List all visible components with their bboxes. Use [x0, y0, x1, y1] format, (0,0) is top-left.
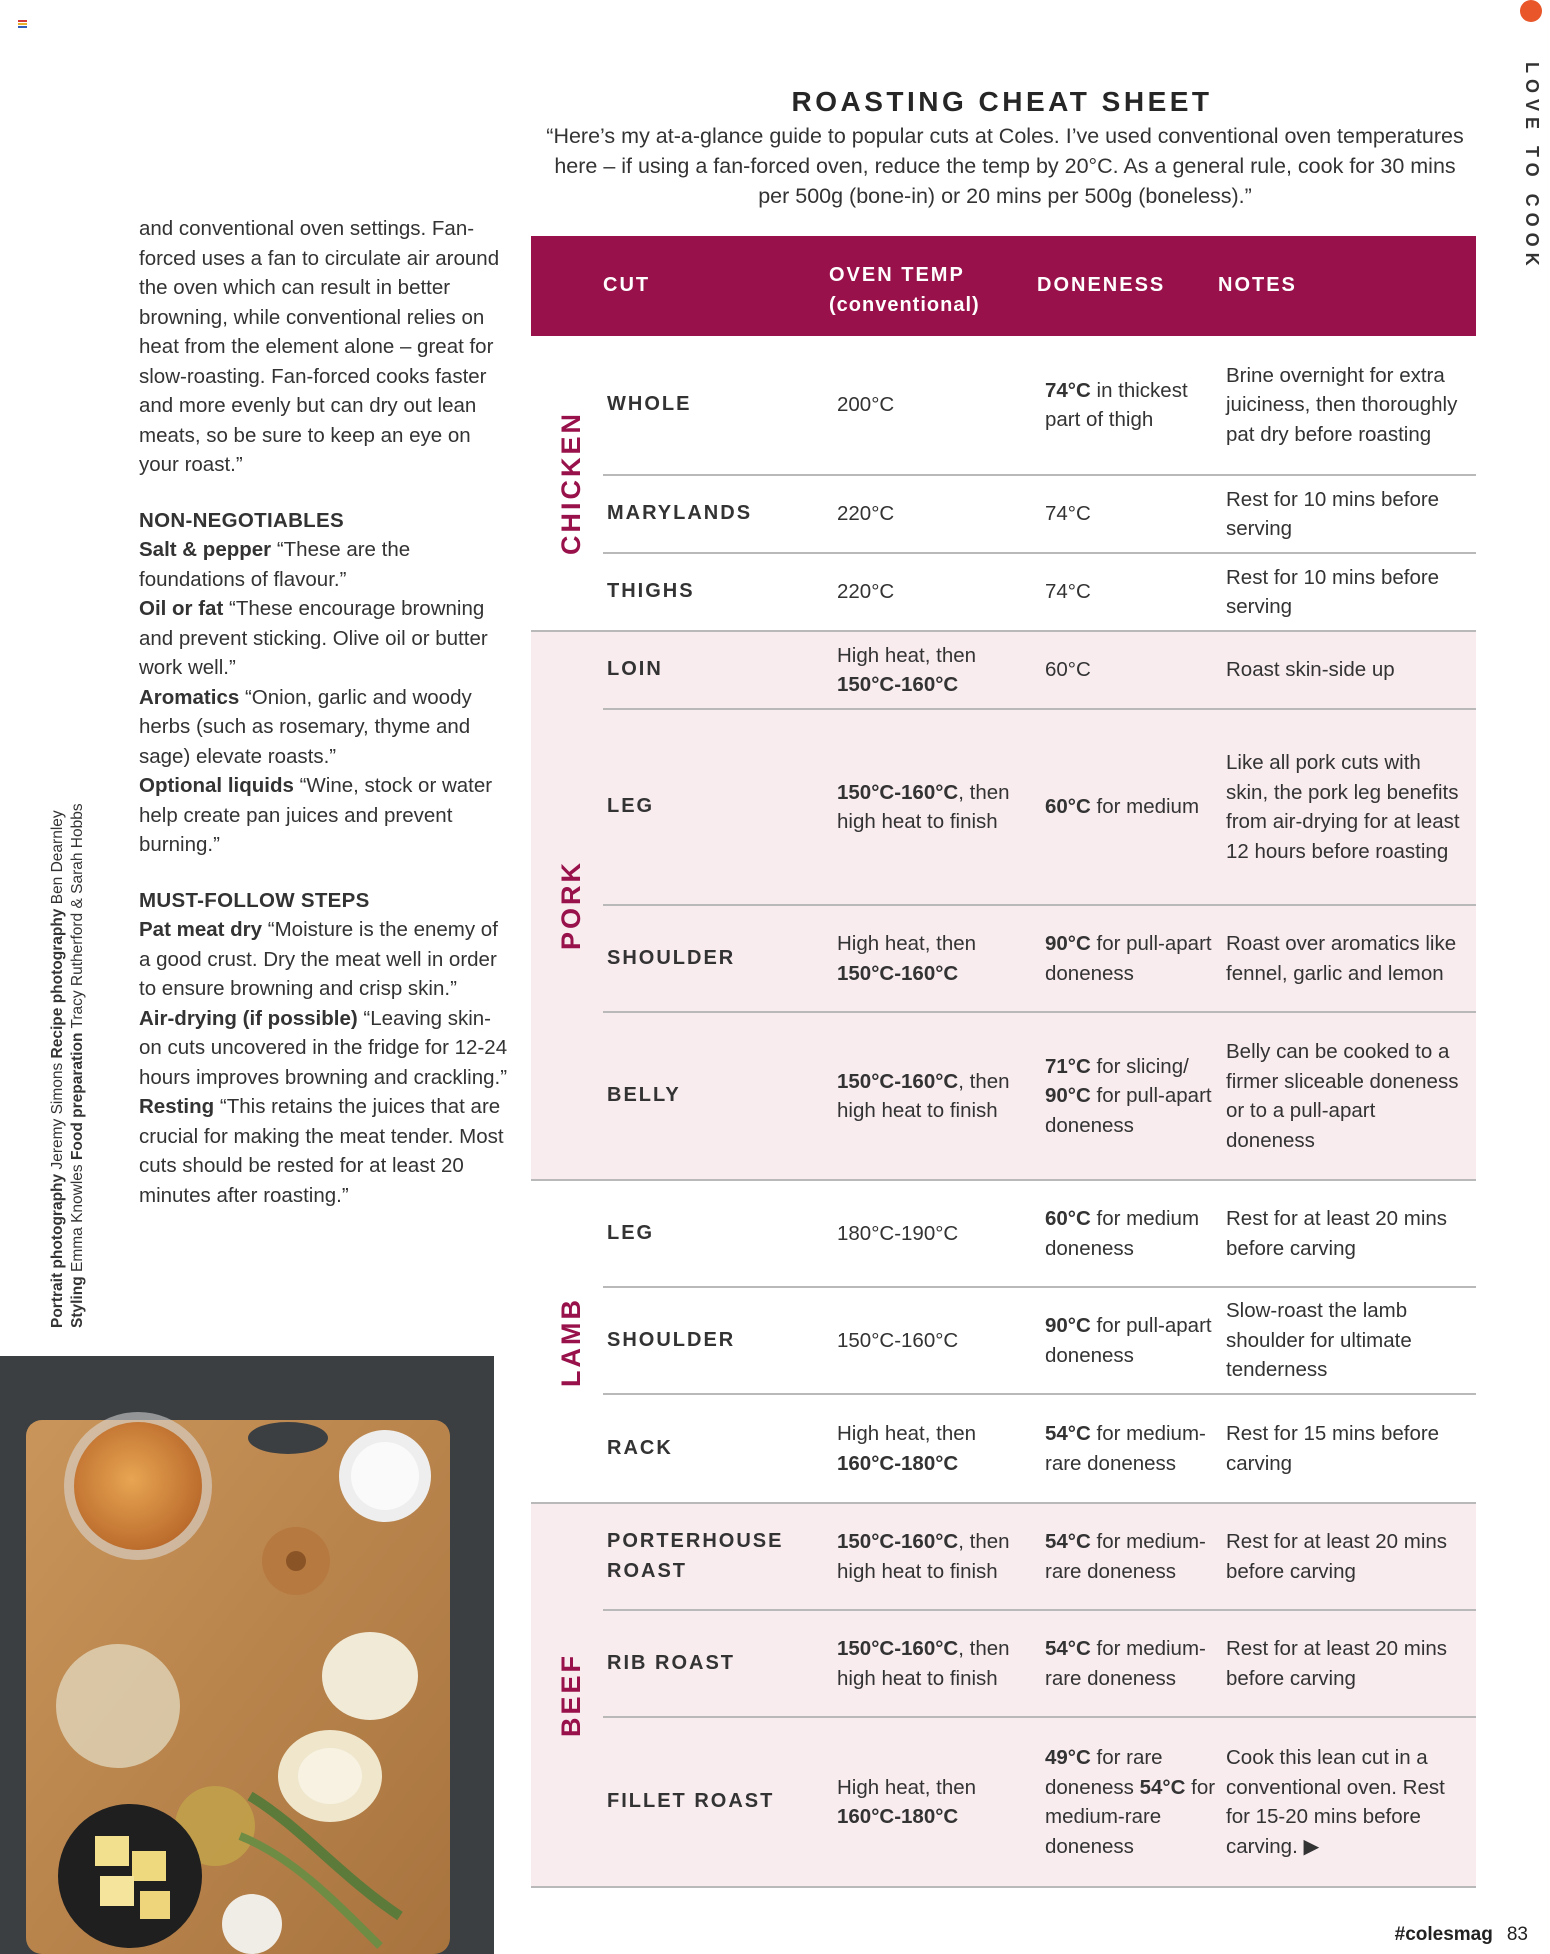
header-oven-temp	[829, 260, 980, 320]
text-run: , then high heat to finish	[837, 1530, 1010, 1583]
left-column	[139, 214, 509, 1210]
tip-item	[139, 771, 509, 860]
tip-item	[139, 1092, 509, 1210]
cell-oven-temp	[833, 1419, 1041, 1478]
text-run: for medium-rare doneness	[1045, 1422, 1206, 1475]
text-run: 54°C	[1139, 1775, 1186, 1799]
tip-text: “Wine, stock or water help create pan juices and prevent burning.”	[139, 774, 493, 856]
credit-text: Styling	[69, 1276, 86, 1328]
text-run: 150°C-160°C	[837, 780, 959, 804]
cell-notes: Belly can be cooked to a firmer sliceable doneness or to a pull-apart doneness	[1226, 1040, 1459, 1152]
table-row	[603, 906, 1476, 1013]
table-row	[603, 1611, 1476, 1718]
text-run: High heat, then	[837, 1775, 977, 1799]
group-name: CHICKEN	[555, 410, 586, 555]
tips-sections	[139, 506, 509, 1211]
group-label	[531, 632, 611, 1179]
table-row	[603, 476, 1476, 554]
cell-oven-temp	[833, 1773, 1041, 1832]
cell-oven-temp	[833, 1326, 1041, 1356]
cell-doneness	[1041, 1311, 1222, 1370]
text-run: for rare doneness	[1045, 1746, 1163, 1799]
cell-oven-temp	[833, 390, 1041, 420]
cell-oven-temp	[833, 929, 1041, 988]
text-run: High heat, then	[837, 932, 977, 955]
tip-term: Optional liquids	[139, 774, 294, 797]
cell-doneness	[1041, 1052, 1222, 1141]
text-run: 150°C-160°C	[837, 1637, 959, 1660]
food-photo	[0, 1356, 494, 1954]
text-run: 74°C	[1045, 378, 1091, 402]
cell-oven-temp	[833, 1067, 1041, 1126]
cell-notes: Rest for 15 mins before carving	[1226, 1422, 1440, 1475]
text-run: High heat, then	[837, 1422, 977, 1445]
cell-notes: Cook this lean cut in a conventional oven. Rest for 15-20 mins before carving. ▶	[1226, 1746, 1445, 1858]
cell-cut: RIB ROAST	[607, 1651, 735, 1674]
section-tag: LOVE TO COOK	[1522, 62, 1542, 272]
text-run: in thickest part of thigh	[1045, 378, 1188, 431]
credit-text: Tracy Rutherford & Sarah Hobbs	[69, 803, 86, 1033]
cell-cut: LOIN	[607, 658, 663, 681]
cell-cut: MARYLANDS	[607, 502, 753, 525]
header-oven-temp-line2: (conventional)	[829, 294, 980, 316]
text-run: , then high heat to finish	[837, 1637, 1010, 1690]
tip-term: Pat meat dry	[139, 918, 263, 941]
cell-oven-temp	[833, 1219, 1041, 1249]
photo-credits	[48, 688, 88, 1328]
intro-quote: “Here’s my at-a-glance guide to popular cuts at Coles. I’ve used conventional oven temperatures here – if using a fan-forced oven, reduce the temp by 20°C. As a general rule, cook for 30 mins per 500g (bone-in) or 20 mins per 500g (boneless).”	[546, 124, 1464, 208]
tip-text: “Moisture is the enemy of a good crust. Dry the meat well in order to ensure browning and crisp skin.”	[139, 918, 498, 1000]
cell-cut: SHOULDER	[607, 946, 736, 969]
cutting-board-illustration	[0, 1356, 494, 1954]
cell-cut: SHOULDER	[607, 1328, 736, 1351]
cell-notes: Rest for at least 20 mins before carving	[1226, 1530, 1448, 1583]
text-run: for medium doneness	[1045, 1207, 1200, 1260]
section-heading: MUST-FOLLOW STEPS	[139, 888, 370, 912]
cell-doneness	[1041, 929, 1222, 988]
group-label	[531, 1504, 611, 1886]
table-row	[603, 1718, 1476, 1886]
tip-item	[139, 594, 509, 683]
text-run: for medium-rare doneness	[1045, 1530, 1206, 1583]
section-heading: NON-NEGOTIABLES	[139, 508, 344, 532]
cell-notes: Rest for 10 mins before serving	[1226, 487, 1440, 540]
text-run: 180°C-190°C	[837, 1221, 959, 1245]
table-header	[531, 236, 1476, 336]
cell-doneness	[1041, 1527, 1222, 1586]
cell-notes: Brine overnight for extra juiciness, then thoroughly pat dry before roasting	[1226, 363, 1458, 446]
cell-doneness	[1041, 655, 1222, 685]
text-run: 150°C-160°C	[837, 673, 959, 696]
text-run: , then high heat to finish	[837, 1069, 1010, 1122]
cell-oven-temp	[833, 778, 1041, 837]
cell-doneness	[1041, 499, 1222, 529]
table-row	[603, 1288, 1476, 1395]
text-run: 150°C-160°C	[837, 961, 959, 985]
text-run: 74°C	[1045, 502, 1091, 526]
meat-group-chicken	[531, 336, 1476, 632]
tip-item	[139, 683, 509, 772]
text-run: 71°C	[1045, 1054, 1091, 1078]
text-run: for medium-rare doneness	[1045, 1637, 1206, 1690]
header-oven-temp-line1: OVEN TEMP	[829, 264, 965, 286]
page-number: 83	[1506, 1924, 1528, 1945]
text-run: High heat, then	[837, 643, 977, 667]
text-run: for pull-apart doneness	[1045, 1084, 1212, 1137]
table-row	[603, 1395, 1476, 1502]
cell-doneness	[1041, 1419, 1222, 1478]
table-row	[603, 336, 1476, 476]
text-run: 74°C	[1045, 580, 1091, 604]
cell-notes: Rest for at least 20 mins before carving	[1226, 1637, 1448, 1690]
credit-line	[48, 688, 68, 1328]
text-run: 60°C	[1045, 658, 1091, 682]
text-run: for slicing/	[1090, 1054, 1189, 1078]
text-run: 90°C	[1045, 1084, 1091, 1108]
text-run: 60°C	[1045, 1207, 1091, 1230]
cell-doneness	[1041, 1634, 1222, 1693]
table-row	[603, 554, 1476, 630]
group-name: PORK	[555, 860, 586, 951]
table-row	[603, 1504, 1476, 1611]
cell-cut: FILLET ROAST	[607, 1790, 775, 1813]
cell-cut: RACK	[607, 1436, 673, 1459]
orange-dot	[1520, 0, 1542, 22]
credit-text: Food preparation	[69, 1032, 86, 1161]
cell-cut: WHOLE	[607, 393, 692, 416]
cell-doneness	[1041, 1743, 1222, 1861]
credit-line	[68, 688, 88, 1328]
cell-doneness	[1041, 577, 1222, 607]
cell-notes: Slow-roast the lamb shoulder for ultimate tenderness	[1226, 1299, 1412, 1382]
credit-text: Jeremy Simons	[49, 1058, 66, 1174]
tip-text: “Onion, garlic and woody herbs (such as rosemary, thyme and sage) elevate roasts.”	[139, 685, 472, 768]
text-run: 54°C	[1045, 1422, 1091, 1445]
flag-icon	[18, 20, 27, 28]
intro-paragraph: and conventional oven settings. Fan-forced uses a fan to circulate air around the oven which can result in better browning, while conventional relies on heat from the element alone – great for slow-roasting. Fan-forced cooks faster and more evenly but can dry out lean meats, so be sure to keep an eye on your roast.”	[139, 217, 500, 476]
meat-group-lamb	[531, 1181, 1476, 1504]
tip-term: Aromatics	[139, 685, 240, 709]
cell-oven-temp	[833, 1527, 1041, 1586]
cell-notes: Roast over aromatics like fennel, garlic and lemon	[1226, 932, 1457, 985]
cell-notes: Rest for 10 mins before serving	[1226, 565, 1440, 618]
credit-text: Portrait photography	[49, 1173, 66, 1328]
cell-cut: LEG	[607, 795, 655, 818]
tip-term: Salt & pepper	[139, 538, 272, 561]
text-run: 60°C	[1045, 795, 1091, 819]
text-run: for pull-apart doneness	[1045, 932, 1212, 985]
cell-notes: Rest for at least 20 mins before carving	[1226, 1207, 1448, 1260]
cell-doneness	[1041, 1204, 1222, 1263]
tip-term: Air-drying (if possible)	[139, 1006, 358, 1030]
text-run: 220°C	[837, 580, 895, 604]
cell-doneness	[1041, 376, 1222, 435]
cell-oven-temp	[833, 1634, 1041, 1693]
text-run: 200°C	[837, 393, 895, 417]
page-title: ROASTING CHEAT SHEET	[791, 86, 1213, 117]
text-run: , then high heat to finish	[837, 780, 1010, 833]
text-run: 54°C	[1045, 1637, 1091, 1660]
cell-notes: Like all pork cuts with skin, the pork leg benefits from air-drying for at least 12 hours before roasting	[1226, 751, 1460, 863]
roasting-table	[531, 236, 1476, 1888]
text-run: 150°C-160°C	[837, 1530, 959, 1553]
tip-item	[139, 915, 509, 1004]
text-run: 160°C-180°C	[837, 1451, 959, 1475]
text-run: 49°C	[1045, 1746, 1091, 1769]
cell-cut: BELLY	[607, 1084, 681, 1107]
cell-oven-temp	[833, 641, 1041, 700]
header-doneness: DONENESS	[1037, 274, 1166, 296]
meat-group-pork	[531, 632, 1476, 1181]
group-label	[531, 1181, 611, 1502]
tip-term: Oil or fat	[139, 597, 224, 620]
cell-cut: THIGHS	[607, 580, 695, 603]
text-run: 90°C	[1045, 932, 1091, 955]
tip-text: “These encourage browning and prevent sticking. Olive oil or butter work well.”	[139, 597, 488, 679]
text-run: for pull-apart doneness	[1045, 1314, 1212, 1367]
table-row	[603, 710, 1476, 906]
table-row	[603, 1013, 1476, 1179]
group-label	[531, 336, 611, 630]
text-run: 160°C-180°C	[837, 1805, 959, 1828]
cell-notes: Roast skin-side up	[1226, 658, 1395, 682]
credit-text: Ben Dearnley	[49, 810, 66, 909]
tip-text: “These are the foundations of flavour.”	[139, 538, 411, 591]
cell-cut: LEG	[607, 1221, 655, 1244]
credit-text: Emma Knowles	[69, 1160, 86, 1277]
page-footer	[1395, 1924, 1528, 1946]
group-name: BEEF	[555, 1652, 586, 1737]
text-run: 90°C	[1045, 1314, 1091, 1337]
text-run: for medium-rare doneness	[1045, 1775, 1216, 1858]
tip-text: “Leaving skin-on cuts uncovered in the fridge for 12-24 hours improves browning and crackling.”	[139, 1006, 508, 1089]
meat-group-beef	[531, 1504, 1476, 1888]
header-notes: NOTES	[1218, 274, 1297, 296]
table-body	[531, 336, 1476, 1888]
cell-doneness	[1041, 792, 1222, 822]
tip-text: “This retains the juices that are crucial for making the meat tender. Most cuts should be rested for at least 20 minutes after roasting.”	[139, 1095, 504, 1207]
tip-term: Resting	[139, 1095, 215, 1118]
table-row	[603, 1181, 1476, 1288]
magazine-hashtag: #colesmag	[1394, 1924, 1493, 1945]
text-run: for medium	[1090, 795, 1200, 819]
tip-item	[139, 1004, 509, 1093]
text-run: 54°C	[1045, 1530, 1091, 1553]
text-run: 150°C-160°C	[837, 1328, 959, 1352]
table-row	[603, 632, 1476, 710]
text-run: 220°C	[837, 502, 895, 526]
credit-text: Recipe photography	[49, 908, 66, 1059]
cell-cut: PORTERHOUSE ROAST	[607, 1530, 784, 1582]
tip-item	[139, 535, 509, 594]
cell-oven-temp	[833, 577, 1041, 607]
header-cut: CUT	[603, 274, 651, 296]
cell-oven-temp	[833, 499, 1041, 529]
group-name: LAMB	[555, 1296, 586, 1387]
text-run: 150°C-160°C	[837, 1069, 959, 1093]
